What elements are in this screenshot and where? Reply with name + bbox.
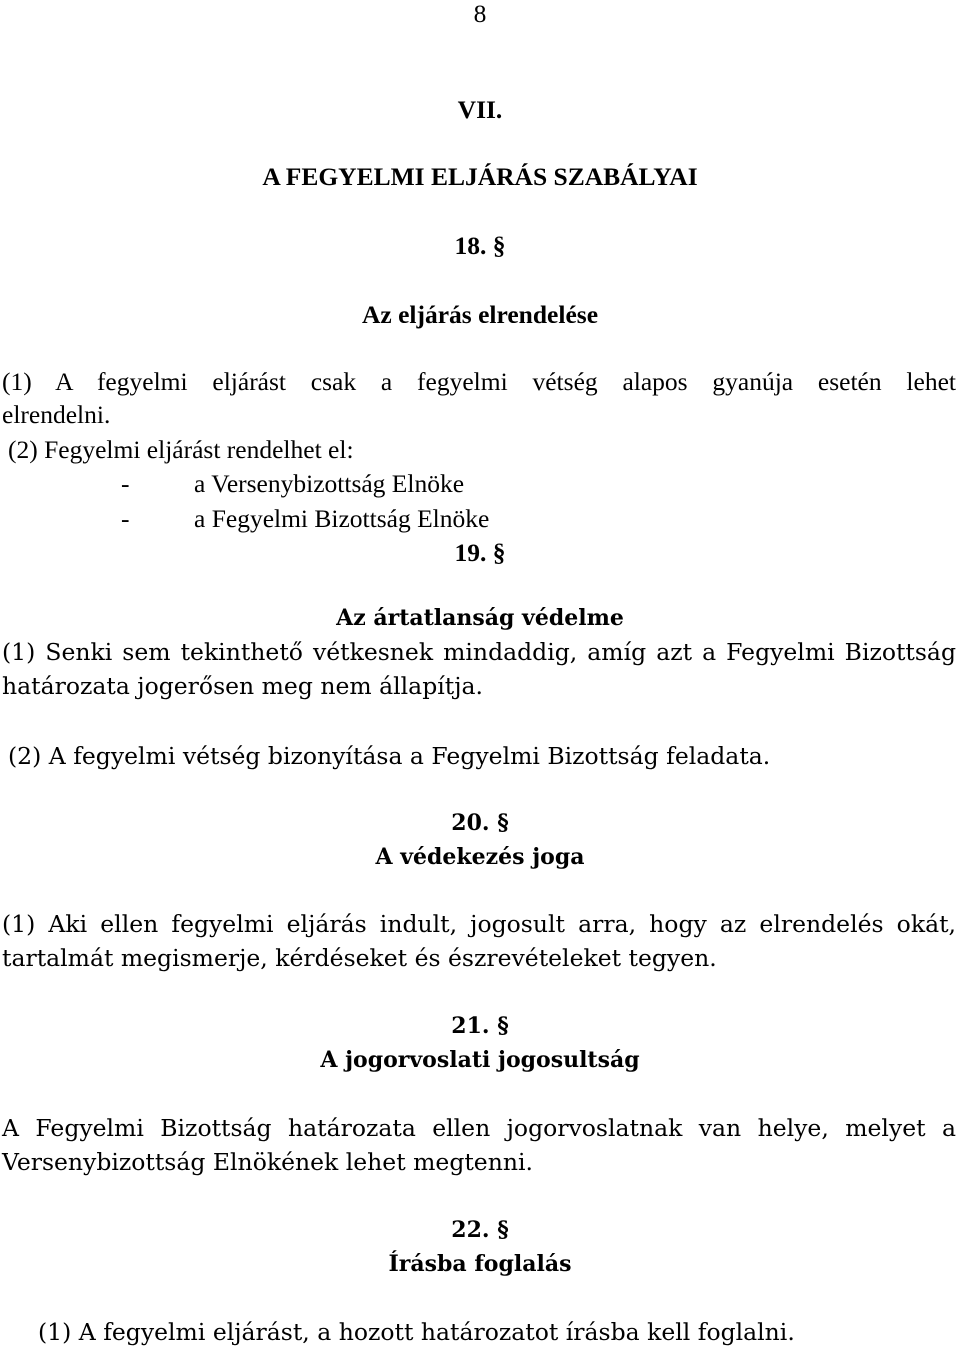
section-title: Írásba foglalás bbox=[388, 1251, 572, 1277]
paragraph-line: (1) Aki ellen fegyelmi eljárás indult, jogosult arra, hogy az elrendelés okát, bbox=[2, 910, 956, 938]
section-number: 22. § bbox=[451, 1217, 509, 1243]
paragraph-line: határozata jogerősen meg nem állapítja. bbox=[2, 672, 483, 700]
section-title: A védekezés joga bbox=[375, 844, 585, 870]
paragraph-line: tartalmát megismerje, kérdéseket és észrevételeket tegyen. bbox=[2, 944, 717, 972]
paragraph-line: elrendelni. bbox=[2, 400, 111, 429]
paragraph-line: (1) A fegyelmi eljárást, a hozott határozatot írásba kell foglalni. bbox=[38, 1318, 795, 1346]
list-bullet: - bbox=[121, 504, 130, 533]
list-item: a Fegyelmi Bizottság Elnöke bbox=[194, 504, 490, 533]
paragraph-line: (1) Senki sem tekinthető vétkesnek mindaddig, amíg azt a Fegyelmi Bizottság bbox=[2, 638, 956, 666]
list-item: a Versenybizottság Elnöke bbox=[194, 469, 465, 498]
paragraph-line: (2) Fegyelmi eljárást rendelhet el: bbox=[8, 435, 354, 464]
section-title: Az ártatlanság védelme bbox=[336, 605, 624, 631]
page-number: 8 bbox=[473, 0, 487, 28]
paragraph-line: (1) A fegyelmi eljárást csak a fegyelmi vétség alapos gyanúja esetén lehet bbox=[2, 367, 956, 396]
paragraph-line: Versenybizottság Elnökének lehet megtenni. bbox=[2, 1148, 533, 1176]
section-number: 20. § bbox=[451, 810, 509, 836]
section-title: Az eljárás elrendelése bbox=[361, 300, 599, 329]
paragraph-line: A Fegyelmi Bizottság határozata ellen jogorvoslatnak van helye, melyet a bbox=[2, 1114, 956, 1142]
section-number: 19. § bbox=[454, 538, 506, 567]
chapter-title: A FEGYELMI ELJÁRÁS SZABÁLYAI bbox=[262, 162, 698, 191]
chapter-number: VII. bbox=[457, 95, 503, 124]
section-number: 21. § bbox=[451, 1013, 509, 1039]
list-bullet: - bbox=[121, 469, 130, 498]
paragraph-line: (2) A fegyelmi vétség bizonyítása a Fegyelmi Bizottság feladata. bbox=[8, 742, 771, 770]
section-title: A jogorvoslati jogosultság bbox=[320, 1047, 640, 1073]
section-number: 18. § bbox=[454, 231, 506, 260]
